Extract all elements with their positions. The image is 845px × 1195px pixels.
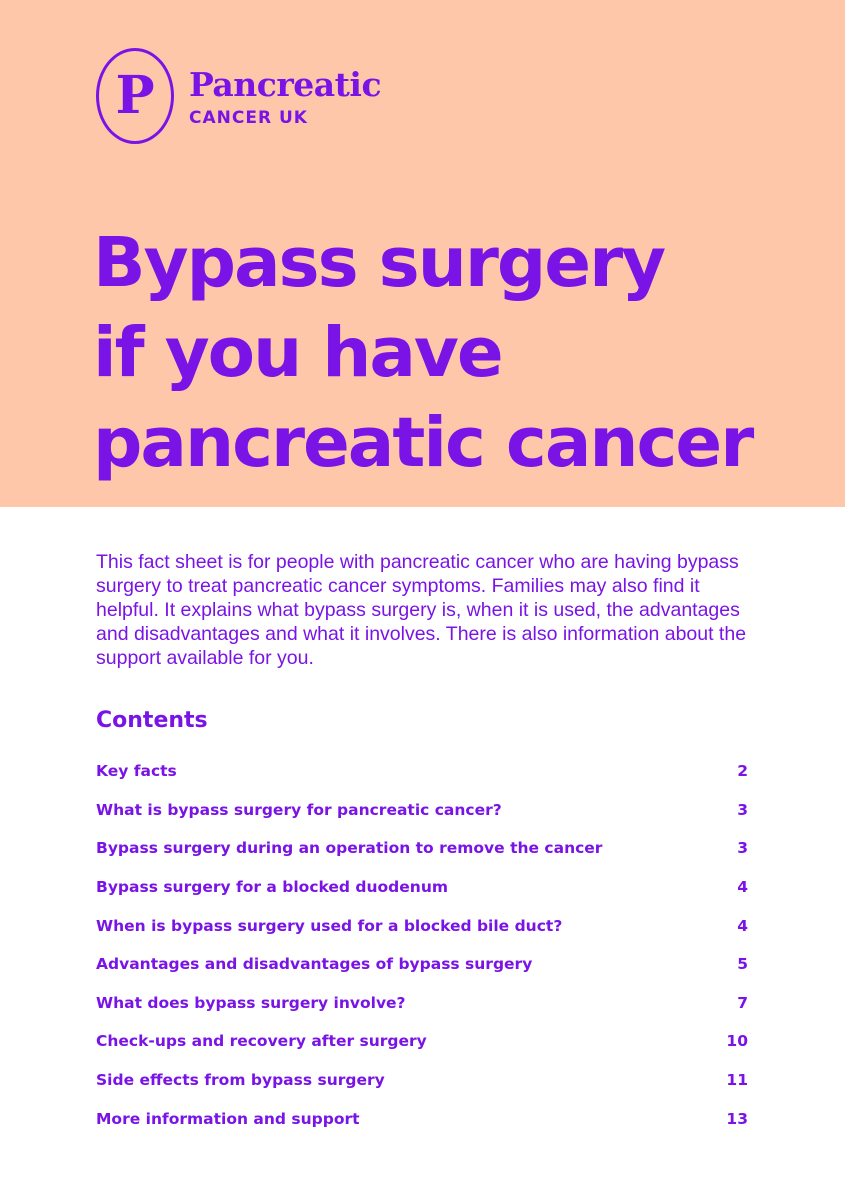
toc-item-label: When is bypass surgery used for a blocked bile duct?	[96, 916, 563, 935]
toc-item-page: 4	[737, 878, 748, 897]
logo-mark-icon: P	[96, 48, 174, 144]
page-title	[93, 218, 823, 488]
toc-item-label: Check-ups and recovery after surgery	[96, 1032, 427, 1051]
toc-item-page: 7	[737, 993, 748, 1012]
toc-item[interactable]	[96, 1061, 748, 1100]
hero-banner	[0, 0, 845, 507]
logo	[96, 48, 381, 144]
toc-item[interactable]	[96, 945, 748, 984]
logo-name: Pancreatic	[189, 65, 382, 104]
toc-item-label: Side effects from bypass surgery	[96, 1071, 385, 1090]
title-line-3: pancreatic cancer	[93, 403, 753, 483]
toc-item-page: 4	[737, 916, 748, 935]
title-line-2: if you have	[93, 313, 502, 393]
toc-item-page: 3	[737, 839, 748, 858]
toc-item-page: 3	[737, 800, 748, 819]
logo-subtitle: CANCER UK	[189, 108, 308, 128]
toc-item-label: What does bypass surgery involve?	[96, 993, 406, 1012]
toc-item[interactable]	[96, 906, 748, 945]
toc-item[interactable]	[96, 752, 748, 791]
toc-item-label: Key facts	[96, 762, 177, 781]
toc-item-page: 10	[726, 1032, 748, 1051]
toc-item[interactable]	[96, 1022, 748, 1061]
toc-item[interactable]	[96, 984, 748, 1023]
intro-paragraph: This fact sheet is for people with pancreatic cancer who are having bypass surgery to treat pancreatic cancer symptoms. Families may also find it helpful. It explains what bypass surgery is, when it is used, the advantages and disadvantages and what it involves. There is also information about the support available for you.	[96, 551, 747, 669]
logo-text	[189, 66, 381, 130]
toc-item-page: 13	[726, 1109, 748, 1128]
toc-item[interactable]	[96, 791, 748, 830]
toc-item-page: 11	[726, 1071, 748, 1090]
toc-item-page: 5	[737, 955, 748, 974]
toc-item[interactable]	[96, 829, 748, 868]
toc-item[interactable]	[96, 1099, 748, 1138]
toc-item-label: What is bypass surgery for pancreatic cancer?	[96, 800, 502, 819]
contents-heading: Contents	[96, 708, 208, 733]
toc-item-label: More information and support	[96, 1109, 360, 1128]
toc-item-label: Bypass surgery during an operation to remove the cancer	[96, 839, 603, 858]
toc-item-label: Bypass surgery for a blocked duodenum	[96, 878, 449, 897]
table-of-contents	[96, 752, 748, 1138]
title-line-1: Bypass surgery	[93, 223, 665, 303]
toc-item-label: Advantages and disadvantages of bypass surgery	[96, 955, 533, 974]
toc-item-page: 2	[737, 762, 748, 781]
toc-item[interactable]	[96, 868, 748, 907]
